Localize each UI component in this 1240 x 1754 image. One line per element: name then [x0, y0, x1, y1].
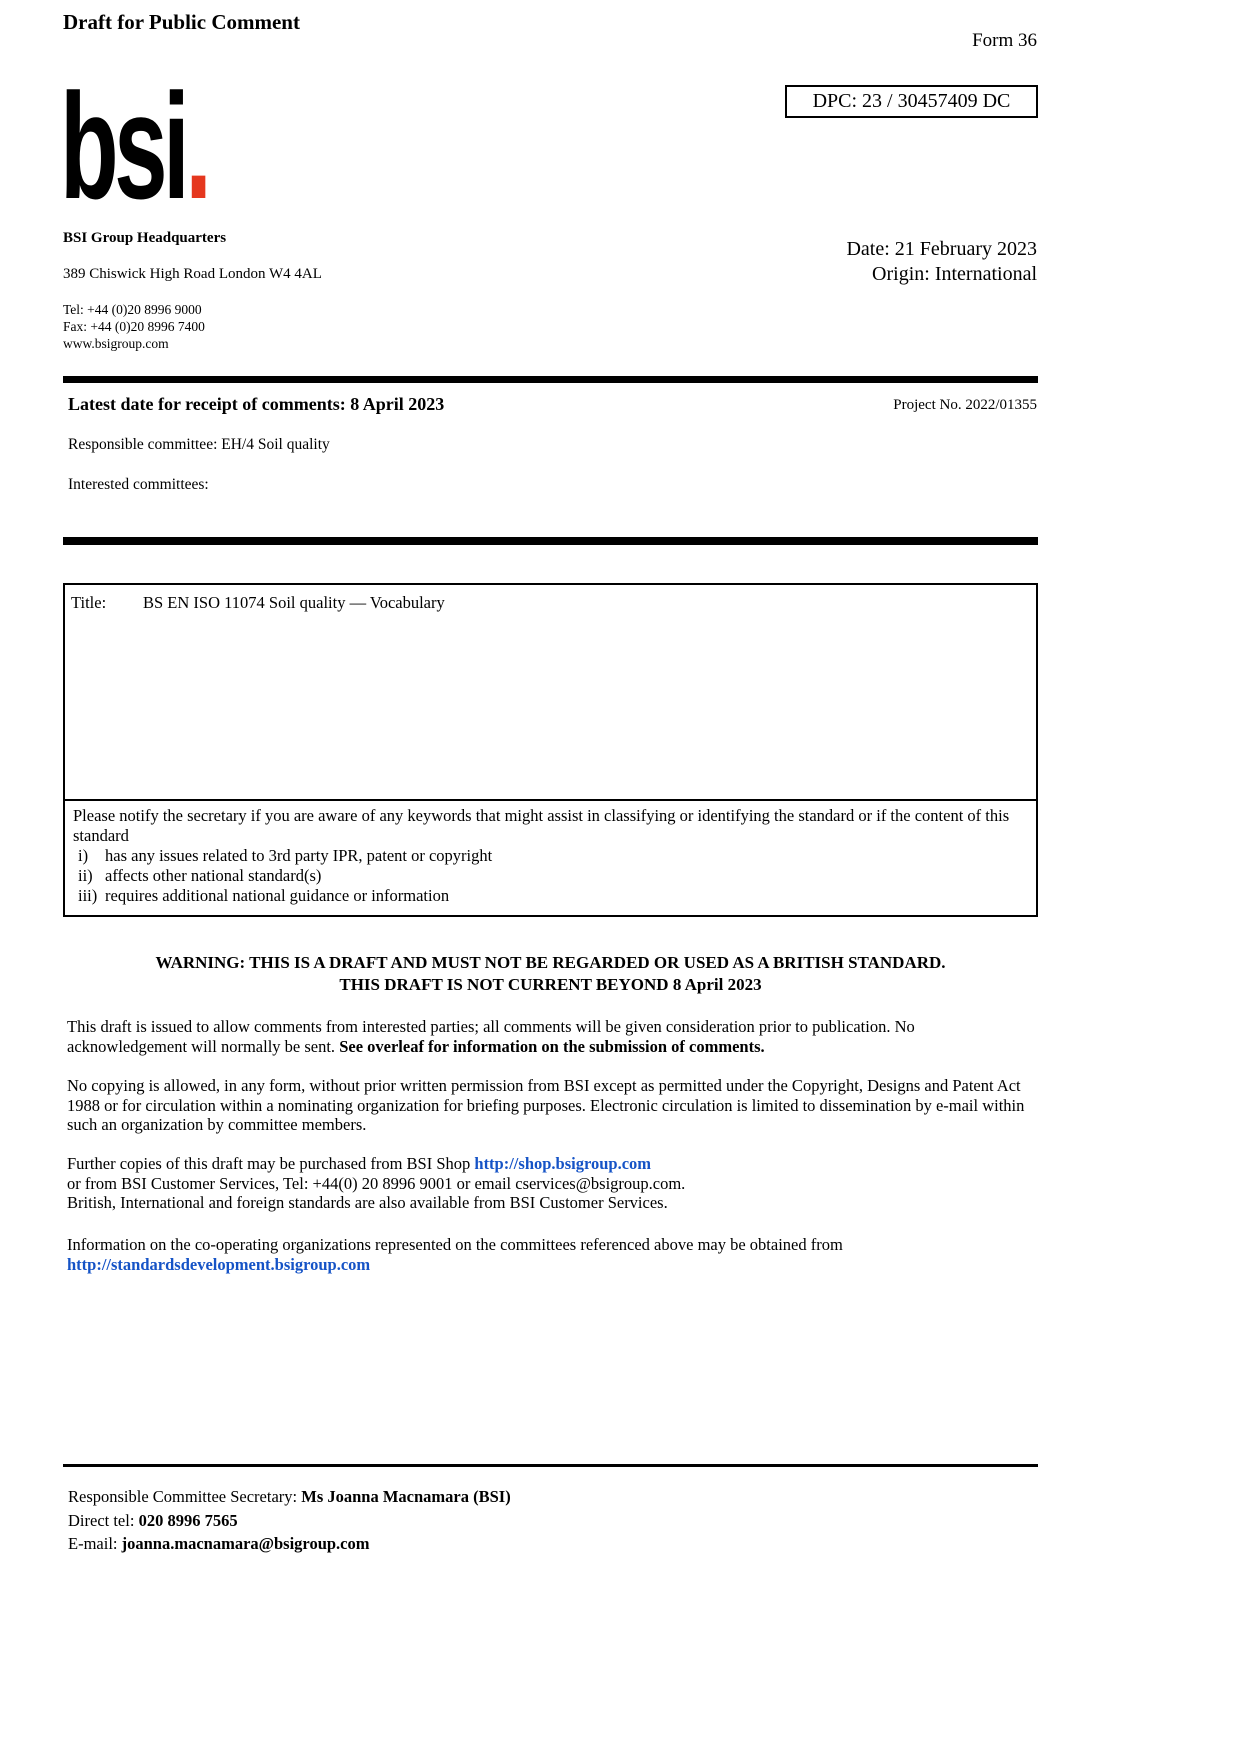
- bsi-logo: [60, 62, 208, 230]
- keywords-item-3-text: requires additional national guidance or information: [105, 886, 450, 905]
- responsible-committee: Responsible committee: EH/4 Soil quality: [68, 436, 330, 453]
- keywords-intro: Please notify the secretary if you are aware of any keywords that might assist in classifying or identifying the standard or if the content of this standard: [73, 806, 1010, 845]
- keywords-item-1-marker: i): [78, 846, 89, 865]
- draft-warning-line-1: WARNING: THIS IS A DRAFT AND MUST NOT BE REGARDED OR USED AS A BRITISH STANDARD.: [155, 953, 946, 972]
- origin-line: Origin: International: [872, 263, 1037, 285]
- dpc-number-box: [785, 85, 1038, 118]
- keywords-item-2: [73, 866, 1028, 886]
- hq-address: 389 Chiswick High Road London W4 4AL: [63, 266, 322, 282]
- latest-date-for-comments: Latest date for receipt of comments: 8 April 2023: [68, 394, 445, 414]
- comments-notice-bold: See overleaf for information on the submission of comments.: [339, 1036, 765, 1056]
- form-number-label: Form 36: [972, 30, 1037, 51]
- keywords-item-2-text: affects other national standard(s): [105, 866, 322, 885]
- interested-committees: Interested committees:: [68, 476, 209, 493]
- contact-block: [63, 301, 205, 352]
- bsi-shop-link[interactable]: http://shop.bsigroup.com: [474, 1154, 652, 1173]
- keywords-item-2-marker: ii): [78, 866, 93, 885]
- draft-warning-line-2: THIS DRAFT IS NOT CURRENT BEYOND 8 April 2023: [339, 975, 762, 994]
- draft-warning: [63, 952, 1038, 996]
- cooperating-orgs-paragraph: [67, 1235, 1038, 1274]
- purchase-info-line-3: British, International and foreign standards are also available from BSI Customer Services.: [67, 1193, 668, 1212]
- title-value: BS EN ISO 11074 Soil quality — Vocabulary: [143, 593, 445, 612]
- purchase-info-paragraph: [67, 1154, 1038, 1213]
- tel-line: Tel: +44 (0)20 8996 9000: [63, 302, 202, 317]
- date-origin-block: [846, 237, 1037, 287]
- secretary-name: Ms Joanna Macnamara (BSI): [301, 1487, 511, 1506]
- keywords-item-3-marker: iii): [78, 886, 98, 905]
- keywords-item-3: [73, 886, 1028, 906]
- keywords-item-1-text: has any issues related to 3rd party IPR, patent or copyright: [105, 846, 493, 865]
- email-label: E-mail:: [68, 1534, 122, 1553]
- title-label: Title:: [71, 593, 107, 612]
- fax-line: Fax: +44 (0)20 8996 7400: [63, 319, 205, 334]
- title-box: [63, 583, 1038, 801]
- standards-development-link[interactable]: http://standardsdevelopment.bsigroup.com: [67, 1254, 371, 1274]
- keywords-notice-box: [63, 801, 1038, 917]
- draft-for-public-comment-label: Draft for Public Comment: [63, 10, 300, 34]
- secretary-line: [68, 1485, 511, 1509]
- footer-divider: [63, 1464, 1038, 1467]
- direct-tel-value: 020 8996 7565: [138, 1510, 238, 1530]
- footer-contact-block: [68, 1485, 511, 1556]
- email-value: joanna.macnamara@bsigroup.com: [121, 1534, 370, 1553]
- secretary-label: Responsible Committee Secretary:: [68, 1487, 302, 1506]
- purchase-info-line-1: [67, 1154, 1038, 1174]
- hq-title: BSI Group Headquarters: [63, 230, 227, 246]
- purchase-info-text: Further copies of this draft may be purchased from BSI Shop: [67, 1154, 475, 1173]
- comments-notice-paragraph: [67, 1017, 1038, 1056]
- project-number: Project No. 2022/01355: [893, 397, 1037, 413]
- email-line: [68, 1532, 511, 1556]
- direct-tel-label: Direct tel:: [68, 1510, 139, 1530]
- divider-bar-middle: [63, 537, 1038, 545]
- comments-notice-text: This draft is issued to allow comments from interested parties; all comments will be given consideration prior to publication. No acknowledgement will normally be sent.: [67, 1017, 915, 1056]
- keywords-item-1: [73, 846, 1028, 866]
- bsi-logo-text: bsi: [60, 62, 186, 230]
- date-line: Date: 21 February 2023: [846, 238, 1037, 260]
- bsi-logo-dot: .: [185, 62, 208, 230]
- website-line: www.bsigroup.com: [63, 336, 169, 351]
- direct-tel-line: [68, 1509, 511, 1533]
- copying-notice-paragraph: No copying is allowed, in any form, without prior written permission from BSI except as permitted under the Copyright, Designs and Patent Act 1988 or for circulation within a nominating organization for briefing purposes. Electronic circulation is limited to dissemination by e-mail within such an organization by committee members.: [67, 1076, 1025, 1134]
- purchase-info-line-2: or from BSI Customer Services, Tel: +44(0) 20 8996 9001 or email cservices@bsigroup.com.: [67, 1173, 686, 1193]
- divider-bar-top: [63, 376, 1038, 383]
- cooperating-orgs-text: Information on the co-operating organizations represented on the committees referenced above may be obtained from: [67, 1235, 843, 1254]
- dpc-number: DPC: 23 / 30457409 DC: [812, 90, 1011, 112]
